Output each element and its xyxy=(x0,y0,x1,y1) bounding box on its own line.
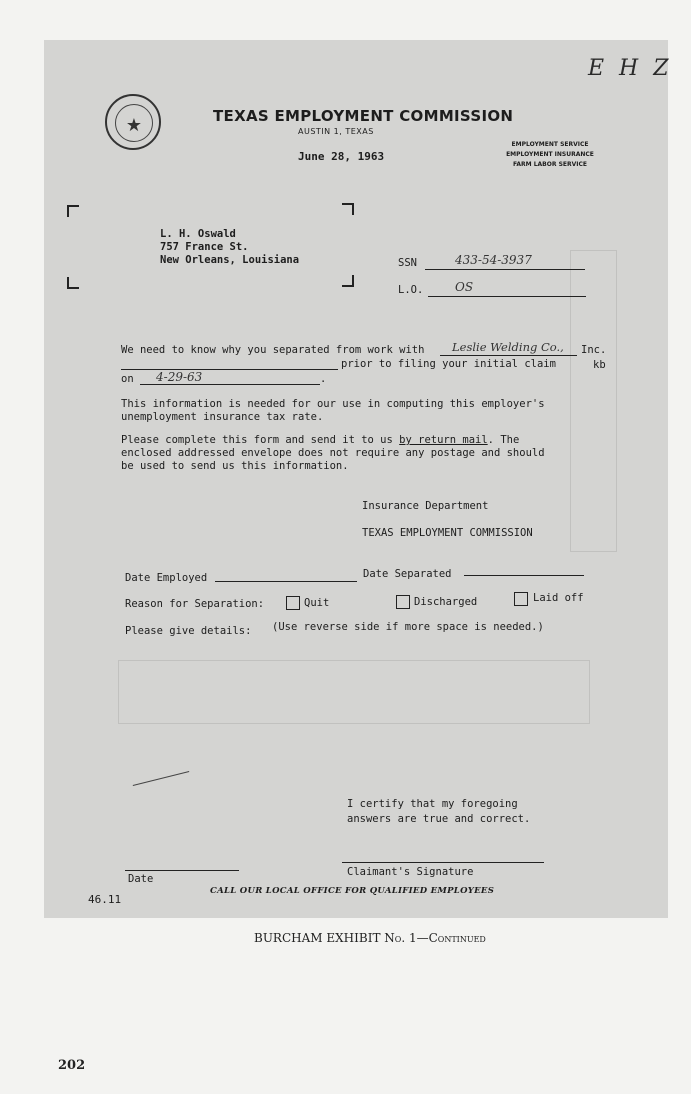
date-signature-field[interactable] xyxy=(125,870,239,871)
commission-name: TEXAS EMPLOYMENT COMMISSION xyxy=(362,527,533,539)
employer-continuation-underline xyxy=(121,369,338,370)
ssn-value: 433-54-3937 xyxy=(455,253,532,267)
ssn-underline xyxy=(425,269,585,270)
p1-start: We need to know why you separated from work with xyxy=(121,344,425,356)
certify-line2: answers are true and correct. xyxy=(347,813,531,825)
addressee-name: L. H. Oswald xyxy=(160,228,236,240)
addressee-street: 757 France St. xyxy=(160,241,249,253)
letter-date: June 28, 1963 xyxy=(298,150,385,163)
lo-value: OS xyxy=(455,280,474,294)
lo-underline xyxy=(428,296,586,297)
period: . xyxy=(320,373,327,385)
date-separated-field[interactable] xyxy=(464,575,584,576)
discharged-checkbox[interactable] xyxy=(396,595,410,609)
p3-line1: Please complete this form and send it to us by return mail. The xyxy=(121,434,520,446)
footer-slogan: CALL OUR LOCAL OFFICE FOR QUALIFIED EMPLOYEES xyxy=(210,886,495,896)
services-list xyxy=(505,140,595,170)
details-label: Please give details: xyxy=(125,625,252,637)
p3-line2: enclosed addressed envelope does not require any postage and should xyxy=(121,447,545,459)
certification xyxy=(347,797,530,827)
handwritten-corner-annotation: E H Z xyxy=(588,56,673,81)
date-employed-label: Date Employed xyxy=(125,572,208,584)
form-number: 46.11 xyxy=(88,893,122,906)
date-separated-label: Date Separated xyxy=(363,568,452,580)
return-mail-emphasis: by return mail xyxy=(399,434,488,446)
handwritten-initials: kb xyxy=(593,359,606,371)
p3 xyxy=(121,434,545,473)
date-label: Date xyxy=(128,873,154,885)
date-employed-field[interactable] xyxy=(215,581,357,582)
certify-line1: I certify that my foregoing xyxy=(347,798,518,810)
window-corner-top-right xyxy=(342,203,354,215)
window-corner-top-left xyxy=(67,205,79,217)
reason-label: Reason for Separation: xyxy=(125,598,265,610)
page-number: 202 xyxy=(58,1058,86,1073)
employer-suffix: Inc. xyxy=(581,344,607,356)
insurance-dept: Insurance Department xyxy=(362,500,489,512)
texas-state-seal-icon: ★ xyxy=(105,94,161,150)
exhibit-caption: BURCHAM EXHIBIT No. 1—Continued xyxy=(254,931,486,945)
lo-label: L.O. xyxy=(398,284,424,296)
letterhead-city: AUSTIN 1, TEXAS xyxy=(298,127,374,136)
p2 xyxy=(121,398,545,424)
service-item: EMPLOYMENT SERVICE xyxy=(511,141,589,148)
employer-underline xyxy=(440,355,577,356)
p3-line3: be used to send us this information. xyxy=(121,460,349,472)
quit-checkbox[interactable] xyxy=(286,596,300,610)
claim-date: 4-29-63 xyxy=(156,370,203,384)
claim-date-underline xyxy=(140,384,320,385)
ssn-label: SSN xyxy=(398,257,417,269)
claimant-signature-label: Claimant's Signature xyxy=(347,866,474,878)
laid-off-checkbox[interactable] xyxy=(514,592,528,606)
service-item: FARM LABOR SERVICE xyxy=(512,161,587,168)
address-block xyxy=(160,228,299,267)
letterhead-title: TEXAS EMPLOYMENT COMMISSION xyxy=(213,107,514,125)
p2-line2: unemployment insurance tax rate. xyxy=(121,411,324,423)
claimant-signature-field[interactable] xyxy=(342,862,544,863)
service-item: EMPLOYMENT INSURANCE xyxy=(506,151,594,158)
p2-line1: This information is needed for our use in computing this employer's xyxy=(121,398,545,410)
window-corner-bottom-left xyxy=(67,277,79,289)
quit-label: Quit xyxy=(304,597,330,609)
addressee-city: New Orleans, Louisiana xyxy=(160,254,300,266)
p1-mid: prior to filing your initial claim xyxy=(341,358,556,370)
discharged-label: Discharged xyxy=(414,596,478,608)
on-label: on xyxy=(121,373,134,385)
window-corner-bottom-right xyxy=(342,275,354,287)
details-hint: (Use reverse side if more space is needed.) xyxy=(272,621,544,633)
bleed-through-table xyxy=(118,660,590,724)
employer-name: Leslie Welding Co., xyxy=(452,340,564,354)
laid-off-label: Laid off xyxy=(533,592,584,604)
